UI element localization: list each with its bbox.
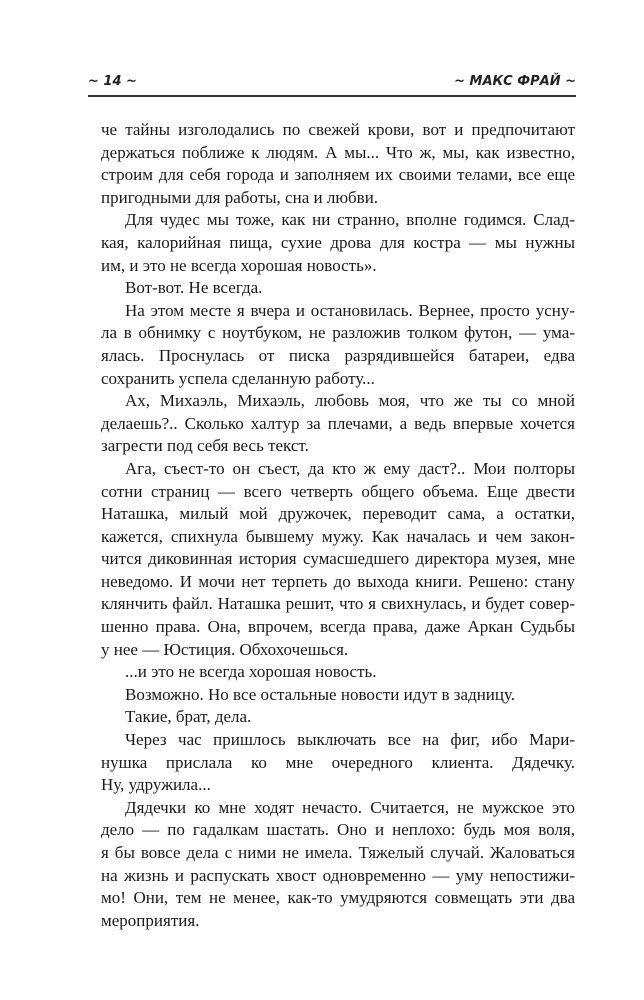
header-rule bbox=[88, 95, 576, 97]
text-line: Возможно. Но все остальные новости идут в задницу. bbox=[125, 684, 516, 704]
text-line: я бы вовсе дела с ними не имела. Тяжелый случай. Жаловаться bbox=[101, 843, 575, 862]
text-line: чится диковинная история сумасшедшего директора музея, мне bbox=[101, 549, 575, 569]
text-line: Дядечки ко мне ходят нечасто. Считается, не мужское это bbox=[125, 797, 575, 817]
text-line: ...и это не всегда хорошая новость. bbox=[125, 662, 377, 682]
text-line: им, и это не всегда хорошая новость». bbox=[101, 255, 377, 275]
text-line: сохранить успела сделанную работу... bbox=[101, 368, 375, 388]
text-line: Для чудес мы тоже, как ни странно, вполне годимся. Слад- bbox=[125, 210, 575, 230]
text-line: нушка прислала ко мне очередного клиента. Дядечку. bbox=[101, 752, 575, 772]
text-line: Наташка, милый мой дружочек, переводит сама, а остатки, bbox=[101, 504, 575, 524]
text-line: Ну, удружила... bbox=[101, 775, 211, 795]
text-line: на жизнь и распускать хвост одновременно — уму непостижи- bbox=[101, 865, 575, 885]
text-line: кая, калорийная пища, сухие дрова для костра — мы нужны bbox=[101, 232, 575, 252]
text-line: у нее — Юстиция. Обхохочешься. bbox=[101, 639, 349, 659]
author-name: ~ МАКС ФРАЙ ~ bbox=[454, 74, 576, 89]
text-line: мероприятия. bbox=[101, 910, 200, 930]
text-line: дело — по гадалкам шастать. Оно и неплохо: будь моя воля, bbox=[101, 820, 575, 840]
text-line: ялась. Проснулась от писка разрядившейся батареи, едва bbox=[101, 345, 575, 365]
text-line: кажется, спихнула бывшему мужу. Как началась и чем закон- bbox=[101, 526, 575, 546]
running-header bbox=[88, 74, 576, 94]
text-line: На этом месте я вчера и остановилась. Вернее, просто усну- bbox=[125, 300, 575, 320]
text-line: строим для себя города и заполняем их своими телами, все еще bbox=[101, 165, 575, 185]
text-line: загрести под себя весь текст. bbox=[101, 436, 309, 456]
body-text bbox=[101, 119, 575, 932]
text-line: Ага, съест-то он съест, да кто ж ему даст?.. Мои полторы bbox=[125, 458, 575, 478]
text-line: шенно права. Она, впрочем, всегда права, даже Аркан Судьбы bbox=[101, 617, 575, 637]
text-line: делаешь?.. Сколько халтур за плечами, а ведь впервые хочется bbox=[101, 413, 575, 433]
text-line: Ах, Михаэль, Михаэль, любовь моя, что же ты со мной bbox=[125, 391, 575, 411]
text-line: мо! Они, тем не менее, как-то умудряются совмещать эти два bbox=[101, 888, 575, 908]
text-line: Вот-вот. Не всегда. bbox=[125, 278, 263, 298]
text-line: клянчить файл. Наташка решит, что я свихнулась, и будет совер- bbox=[101, 594, 575, 614]
text-line: Через час пришлось выключать все на фиг, ибо Мари- bbox=[125, 730, 575, 750]
text-line: ла в обнимку с ноутбуком, не разложив толком футон, — ума- bbox=[101, 323, 575, 343]
text-line: пригодными для работы, сна и любви. bbox=[101, 187, 379, 207]
text-line: че тайны изголодались по свежей крови, вот и предпочитают bbox=[101, 120, 575, 139]
text-line: держаться поближе к людям. А мы... Что ж, мы, как известно, bbox=[101, 142, 575, 162]
page-number: ~ 14 ~ bbox=[88, 74, 137, 89]
text-line: Такие, брат, дела. bbox=[125, 707, 252, 727]
text-line: сотни страниц — всего четверть общего объема. Еще двести bbox=[101, 481, 575, 501]
text-line: неведомо. И мочи нет терпеть до выхода книги. Решено: стану bbox=[101, 571, 575, 591]
